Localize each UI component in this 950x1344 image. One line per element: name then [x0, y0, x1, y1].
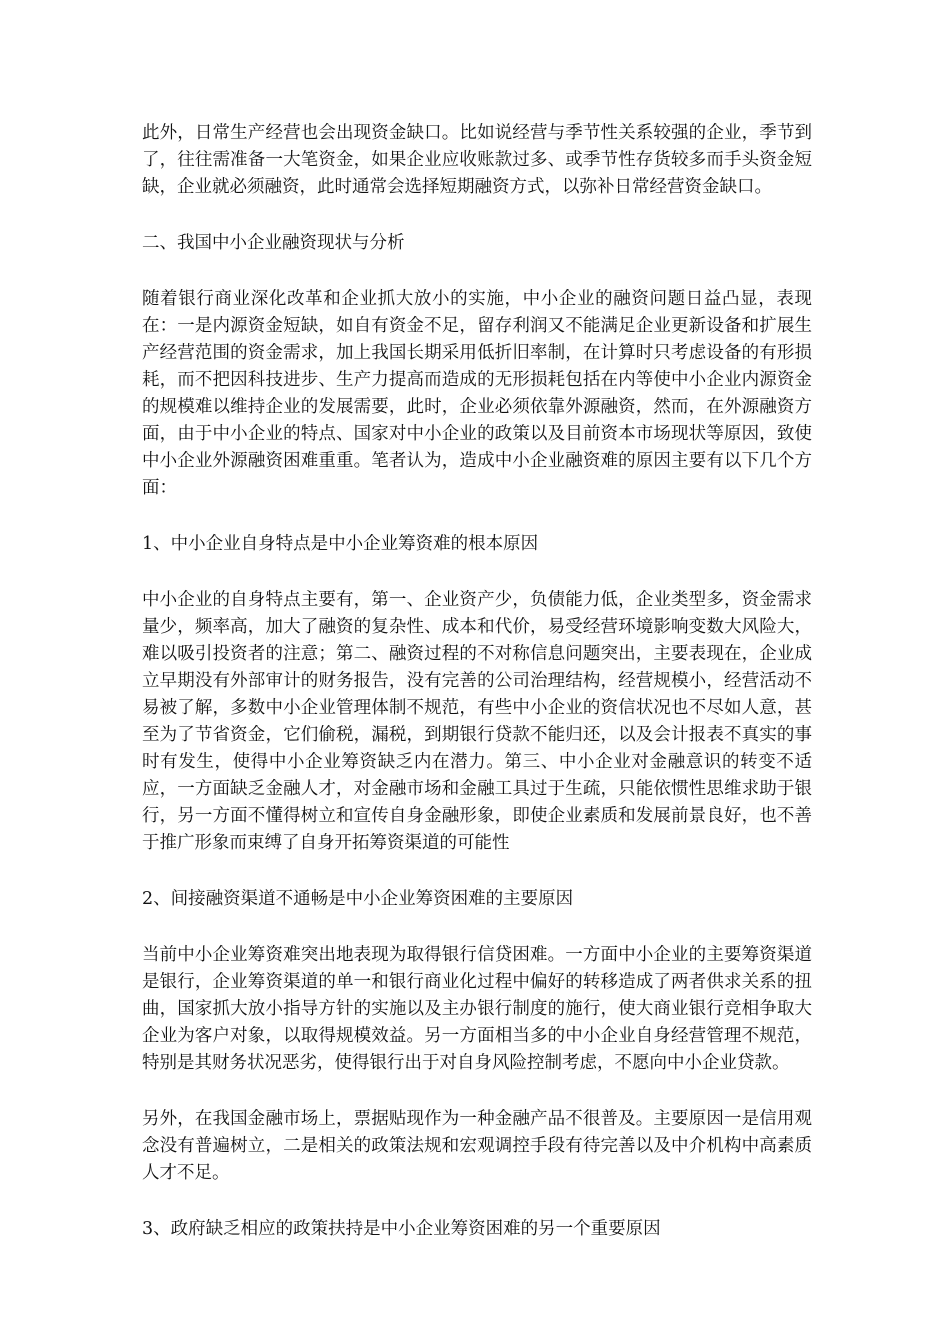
paragraph-bill-discount: 另外，在我国金融市场上，票据贴现作为一种金融产品不很普及。主要原因一是信用观念没有普遍树立，二是相关的政策法规和宏观调控手段有待完善以及中介机构中高素质人才不足。 [142, 1109, 812, 1183]
document-body [142, 120, 812, 1272]
subheading-indirect-financing: 2、间接融资渠道不通畅是中小企业筹资困难的主要原因 [142, 889, 574, 909]
paragraph-bank-credit: 当前中小企业筹资难突出地表现为取得银行信贷困难。一方面中小企业的主要筹资渠道是银行，企业筹资渠道的单一和银行商业化过程中偏好的转移造成了两者供求关系的扭曲，国家抓大放小指导方针的实施以及主办银行制度的施行，使大商业银行竞相争取大企业为客户对象，以取得规模效益。另一方面相当多的中小企业自身经营管理不规范，特别是其财务状况恶劣，使得银行出于对自身风险控制考虑，不愿向中小企业贷款。 [142, 945, 812, 1073]
subheading-government-support: 3、政府缺乏相应的政策扶持是中小企业筹资困难的另一个重要原因 [142, 1219, 661, 1239]
paragraph-own-characteristics: 中小企业的自身特点主要有，第一、企业资产少，负债能力低，企业类型多，资金需求量少，频率高，加大了融资的复杂性、成本和代价，易受经营环境影响变数大风险大，难以吸引投资者的注意；第二、融资过程的不对称信息问题突出，主要表现在，企业成立早期没有外部审计的财务报告，没有完善的公司治理结构，经营规模小，经营活动不易被了解，多数中小企业管理体制不规范，有些中小企业的资信状况也不尽如人意，甚至为了节省资金，它们偷税，漏税，到期银行贷款不能归还，以及会计报表不真实的事时有发生，使得中小企业筹资缺乏内在潜力。第三、中小企业对金融意识的转变不适应，一方面缺乏金融人才，对金融市场和金融工具过于生疏，只能依惯性思维求助于银行，另一方面不懂得树立和宣传自身金融形象，即使企业素质和发展前景良好，也不善于推广形象而束缚了自身开拓筹资渠道的可能性 [142, 590, 812, 853]
section-heading-financing-status: 二、我国中小企业融资现状与分析 [142, 233, 405, 253]
paragraph-working-capital-gap: 此外，日常生产经营也会出现资金缺口。比如说经营与季节性关系较强的企业，季节到了，往往需准备一大笔资金，如果企业应收账款过多、或季节性存货较多而手头资金短缺，企业就必须融资，此时通常会选择短期融资方式，以弥补日常经营资金缺口。 [142, 123, 812, 197]
subheading-own-characteristics: 1、中小企业自身特点是中小企业筹资难的根本原因 [142, 534, 539, 554]
paragraph-financing-problems: 随着银行商业深化改革和企业抓大放小的实施，中小企业的融资问题日益凸显，表现在：一是内源资金短缺，如自有资金不足，留存利润又不能满足企业更新设备和扩展生产经营范围的资金需求，加上我国长期采用低折旧率制，在计算时只考虑设备的有形损耗，而不把因科技进步、生产力提高而造成的无形损耗包括在内等使中小企业内源资金的规模难以维持企业的发展需要，此时，企业必须依靠外源融资，然而，在外源融资方面，由于中小企业的特点、国家对中小企业的政策以及目前资本市场现状等原因，致使中小企业外源融资困难重重。笔者认为，造成中小企业融资难的原因主要有以下几个方面： [142, 289, 812, 498]
